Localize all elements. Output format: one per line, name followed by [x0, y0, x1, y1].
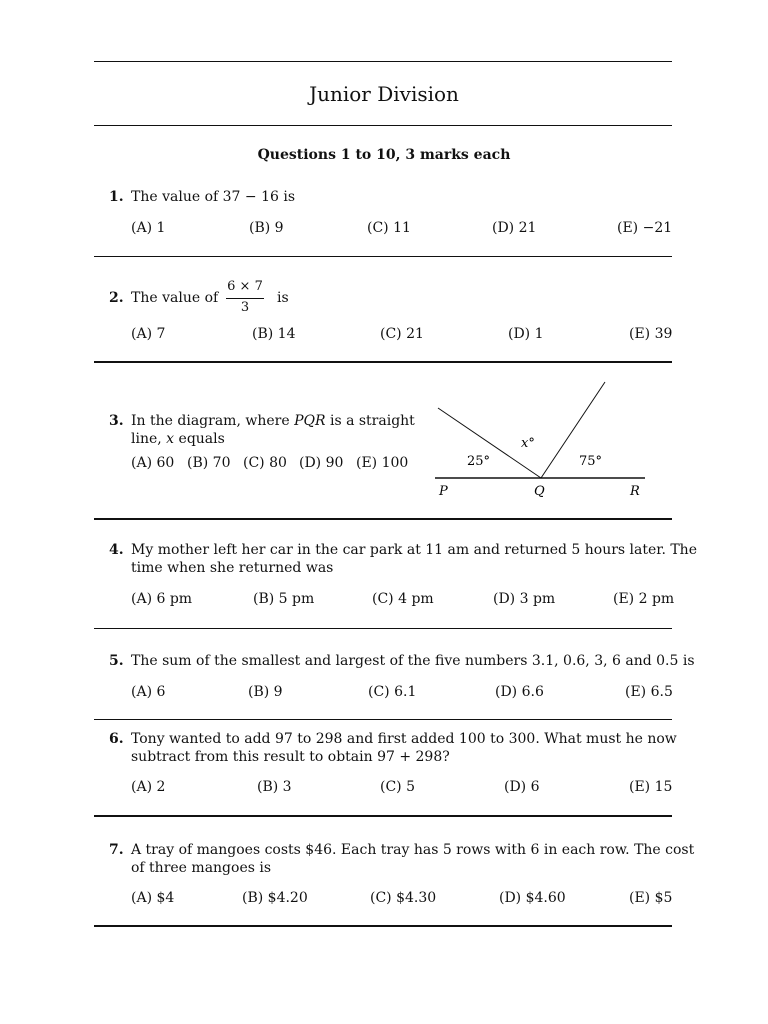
question-number: 7.	[109, 842, 124, 858]
question-text-line-1: In the diagram, where PQR is a straight	[131, 413, 415, 429]
question-text: The value of 37 − 16 is	[131, 189, 296, 205]
option-c: (C) 21	[380, 326, 424, 342]
point-q-label: Q	[534, 484, 545, 499]
option-c: (C) $4.30	[370, 890, 437, 906]
divider	[94, 518, 672, 520]
question-number: 4.	[109, 542, 124, 558]
option-b: (B) 70	[187, 455, 231, 471]
question-text-line-1: My mother left her car in the car park at 11 am and returned 5 hours later. The	[131, 542, 697, 558]
option-d: (D) $4.60	[499, 890, 566, 906]
option-b: (B) 9	[248, 684, 283, 700]
top-rule	[94, 61, 672, 62]
question-text-line-2: line, x equals	[131, 431, 225, 447]
option-d: (D) 90	[299, 455, 344, 471]
option-d: (D) 1	[508, 326, 544, 342]
question-text-end: is	[277, 290, 289, 306]
option-e: (E) $5	[629, 890, 673, 906]
option-a: (A) 1	[131, 220, 166, 236]
option-b: (B) 14	[252, 326, 296, 342]
option-a: (A) 6	[131, 684, 166, 700]
divider	[94, 719, 672, 720]
page-title: Junior Division	[309, 82, 459, 106]
option-d: (D) 6.6	[495, 684, 544, 700]
question-text-line-1: A tray of mangoes costs $46. Each tray has 5 rows with 6 in each row. The cost	[131, 842, 695, 858]
option-a: (A) $4	[131, 890, 175, 906]
option-a: (A) 2	[131, 779, 166, 795]
divider	[94, 925, 672, 927]
option-c: (C) 80	[243, 455, 287, 471]
angle-diagram	[430, 375, 655, 505]
fraction-denominator: 3	[240, 300, 250, 315]
angle-left-label: 25°	[467, 454, 491, 469]
option-a: (A) 7	[131, 326, 166, 342]
option-e: (E) −21	[617, 220, 673, 236]
fraction-bar	[226, 298, 264, 299]
divider	[94, 815, 672, 817]
divider	[94, 628, 672, 629]
question-number: 5.	[109, 653, 124, 669]
question-number: 2.	[109, 290, 124, 306]
angle-right-label: 75°	[579, 454, 603, 469]
question-number: 6.	[109, 731, 124, 747]
fraction-numerator: 6 × 7	[227, 279, 263, 294]
option-b: (B) 9	[249, 220, 284, 236]
question-text-line-2: of three mangoes is	[131, 860, 272, 876]
point-r-label: R	[630, 484, 640, 499]
option-b: (B) 3	[257, 779, 292, 795]
option-e: (E) 39	[629, 326, 673, 342]
question-text: The sum of the smallest and largest of the five numbers 3.1, 0.6, 3, 6 and 0.5 is	[131, 653, 695, 669]
divider	[94, 256, 672, 257]
option-c: (C) 4 pm	[372, 591, 434, 607]
section-subtitle: Questions 1 to 10, 3 marks each	[257, 147, 511, 163]
question-text-line-2: subtract from this result to obtain 97 + 298?	[131, 749, 450, 765]
option-a: (A) 60	[131, 455, 175, 471]
option-c: (C) 6.1	[368, 684, 417, 700]
option-e: (E) 15	[629, 779, 673, 795]
option-e: (E) 100	[356, 455, 409, 471]
point-p-label: P	[439, 484, 448, 499]
option-c: (C) 11	[367, 220, 411, 236]
divider	[94, 361, 672, 363]
option-a: (A) 6 pm	[131, 591, 193, 607]
option-c: (C) 5	[380, 779, 415, 795]
option-d: (D) 6	[504, 779, 540, 795]
question-text-line-1: Tony wanted to add 97 to 298 and first added 100 to 300. What must he now	[131, 731, 677, 747]
title-rule	[94, 125, 672, 126]
angle-x-label: x°	[521, 436, 535, 451]
option-b: (B) 5 pm	[253, 591, 315, 607]
question-text: The value of	[131, 290, 219, 306]
option-d: (D) 3 pm	[493, 591, 556, 607]
question-number: 3.	[109, 413, 124, 429]
option-b: (B) $4.20	[242, 890, 308, 906]
option-d: (D) 21	[492, 220, 537, 236]
option-e: (E) 2 pm	[613, 591, 675, 607]
question-text-line-2: time when she returned was	[131, 560, 334, 576]
question-number: 1.	[109, 189, 124, 205]
option-e: (E) 6.5	[625, 684, 673, 700]
